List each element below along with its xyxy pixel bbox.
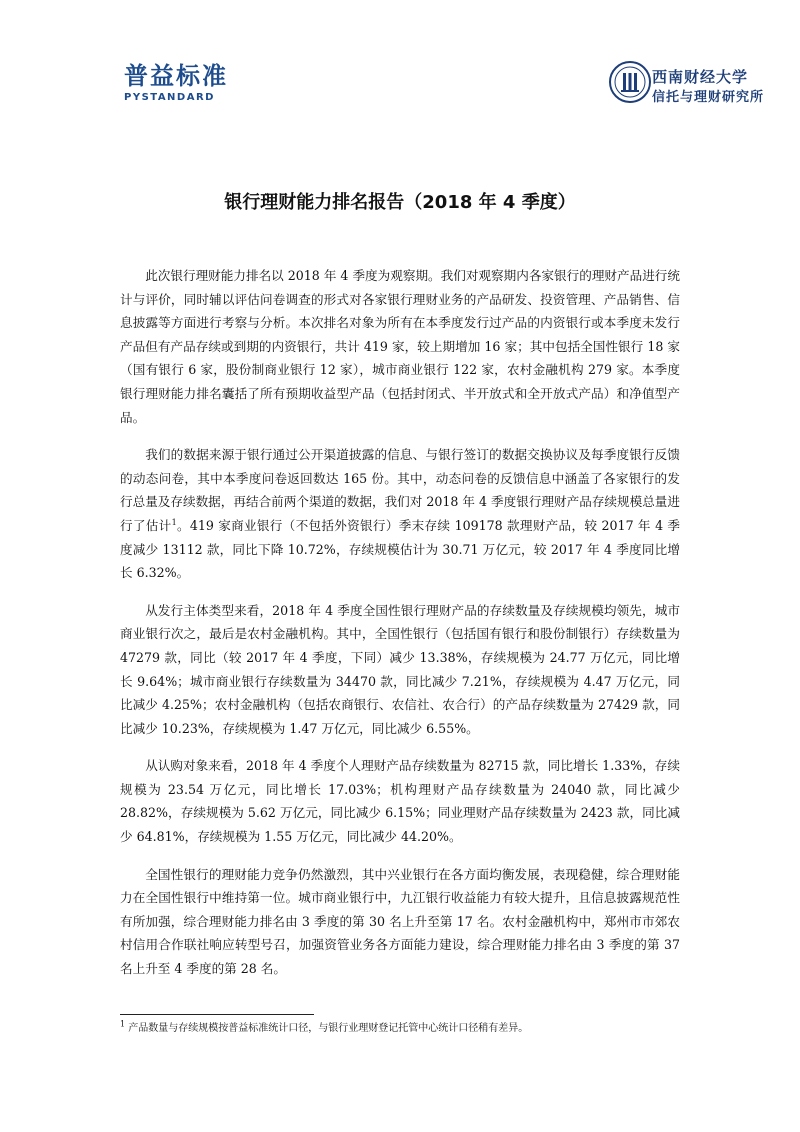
paragraph-data-source-part1: 我们的数据来源于银行通过公开渠道披露的信息、与银行签订的数据交换协议及每季度银行反馈的动态问卷，其中本季度问卷返回数达 165 份。其中，动态问卷的反馈信息中涵盖了各家银行的发行总量及存续数据，再结合前两个渠道的数据，我们对 2018 年 4 季度银行理财产品存续规模总量进行了估计 xyxy=(120,447,680,533)
report-body xyxy=(120,264,680,995)
paragraph-data-source xyxy=(120,443,680,585)
report-title: 银行理财能力排名报告（2018 年 4 季度） xyxy=(224,192,576,213)
university-seal-icon xyxy=(608,60,652,104)
footnote-divider xyxy=(120,1014,314,1015)
swufe-institute-logo xyxy=(608,60,778,112)
footnote-text: 产品数量与存续规模按普益标准统计口径，与银行业理财登记托管中心统计口径稍有差异。 xyxy=(128,1023,529,1034)
paragraph-overview: 此次银行理财能力排名以 2018 年 4 季度为观察期。我们对观察期内各家银行的理财产品进行统计与评价，同时辅以评估问卷调查的形式对各家银行理财业务的产品研发、投资管理、产品销售、信息披露等方面进行考察与分析。本次排名对象为所有在本季度发行过产品的内资银行或本季度未发行产品但有产品存续或到期的内资银行，共计 419 家，较上期增加 16 家；其中包括全国性银行 18 家（国有银行 6 家，股份制商业银行 12 家），城市商业银行 122 家，农村金融机构 279 家。本季度银行理财能力排名囊括了所有预期收益型产品（包括封闭式、半开放式和全开放式产品）和净值型产品。 xyxy=(120,268,680,425)
footnote xyxy=(120,1019,680,1036)
paragraph-issuer-type: 从发行主体类型来看，2018 年 4 季度全国性银行理财产品的存续数量及存续规模均领先，城市商业银行次之，最后是农村金融机构。其中，全国性银行（包括国有银行和股份制银行）存续数量为 47279 款，同比（较 2017 年 4 季度，下同）减少 13.38%，存续规模为 24.77 万亿元，同比增长 9.64%；城市商业银行存续数量为 34470 款，同比减少 7.21%，存续规模为 4.47 万亿元，同比减少 4.25%；农村金融机构（包括农商银行、农信社、农合行）的产品存续数量为 27429 款，同比减少 10.23%，存续规模为 1.47 万亿元，同比减少 6.55%。 xyxy=(120,602,680,736)
pystandard-logo xyxy=(124,62,244,104)
paragraph-data-source-part2: 。419 家商业银行（不包括外资银行）季末存续 109178 款理财产品，较 2017 年 4 季度减少 13112 款，同比下降 10.72%，存续规模估计为 30.71 万亿元，较 2017 年 4 季度同比增长 6.32%。 xyxy=(120,517,680,581)
paragraph-ranking-highlights: 全国性银行的理财能力竞争仍然激烈，其中兴业银行在各方面均衡发展，表现稳健，综合理财能力在全国性银行中维持第一位。城市商业银行中，九江银行收益能力有较大提升，且信息披露规范性有所加强，综合理财能力排名由 3 季度的第 30 名上升至第 17 名。农村金融机构中，郑州市市郊农村信用合作联社响应转型号召，加强资管业务各方面能力建设，综合理财能力排名由 3 季度的第 37 名上升至 4 季度的第 28 名。 xyxy=(120,866,680,977)
paragraph-subscriber-type: 从认购对象来看，2018 年 4 季度个人理财产品存续数量为 82715 款，同比增长 1.33%，存续规模为 23.54 万亿元，同比增长 17.03%；机构理财产品存续数量为 24040 款，同比减少 28.82%，存续规模为 5.62 万亿元，同比减少 6.15%；同业理财产品存续数量为 2423 款，同比减少 64.81%，存续规模为 1.55 万亿元，同比减少 44.20%。 xyxy=(120,758,680,845)
institute-name: 信托与理财研究所 xyxy=(652,90,765,105)
logo-chinese-name: 普益标准 xyxy=(124,62,228,90)
footnote-reference: 1 xyxy=(171,517,177,527)
university-name: 西南财经大学 xyxy=(652,68,749,86)
logo-english-name: PYSTANDARD xyxy=(124,92,215,103)
footnote-marker: 1 xyxy=(120,1019,126,1029)
